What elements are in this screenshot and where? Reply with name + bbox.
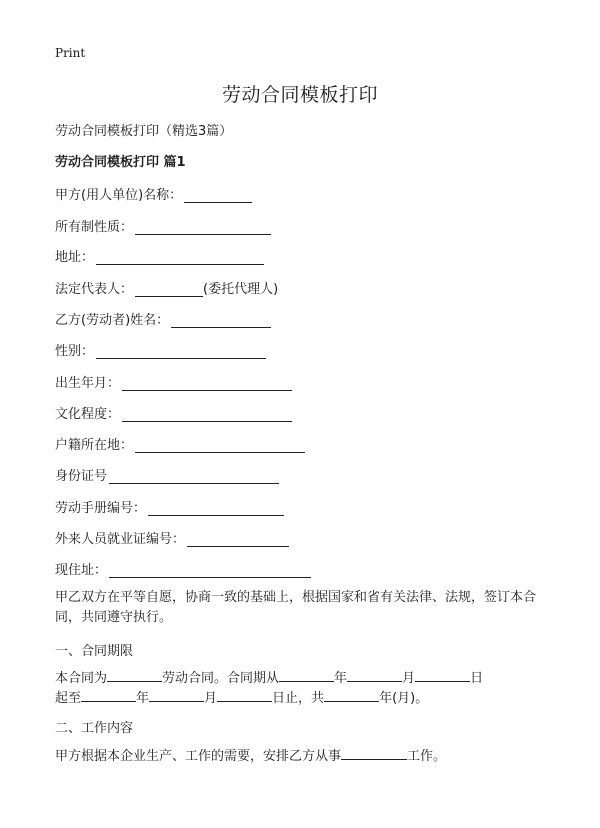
field-labor-book-number (55, 497, 284, 516)
field-label: 现住址： (55, 563, 108, 578)
field-suffix: (委托代理人) (203, 282, 279, 297)
field-label: 外来人员就业证编号： (55, 532, 186, 547)
field-label: 地址： (55, 250, 95, 265)
intro-paragraph: 甲乙双方在平等自愿，协商一致的基础上，根据国家和省有关法律、法规，签订本合同，共同遵守执行。 (55, 590, 537, 625)
field-label: 出生年月： (55, 376, 121, 391)
field-education (55, 403, 292, 422)
fill-blank (122, 377, 292, 391)
section-heading-term: 一、合同期限 (55, 644, 134, 659)
field-label: 甲方(用人单位)名称： (55, 188, 183, 203)
field-employer-name (55, 184, 252, 203)
field-legal-representative (55, 278, 278, 297)
subtitle: 劳动合同模板打印（精选3篇） (55, 124, 233, 139)
fill-blank (135, 283, 203, 297)
field-ownership (55, 216, 271, 235)
field-label: 文化程度： (55, 407, 121, 422)
field-household-register (55, 434, 305, 453)
fill-blank (109, 564, 311, 578)
fill-blank (96, 251, 264, 265)
field-birth-date (55, 372, 292, 391)
field-label: 乙方(劳动者)姓名： (55, 313, 170, 328)
fill-blank (135, 221, 271, 235)
field-label: 户籍所在地： (55, 438, 134, 453)
field-current-address (55, 559, 311, 578)
field-label: 身份证号 (55, 469, 108, 484)
fill-blank (109, 470, 279, 484)
work-content-paragraph: 甲方根据本企业生产、工作的需要，安排乙方从事 工作。 (55, 749, 447, 764)
fill-blank (184, 189, 252, 203)
field-gender (55, 340, 266, 359)
fill-blank (187, 533, 289, 547)
fill-blank (171, 314, 271, 328)
page-title: 劳动合同模板打印 (221, 84, 378, 106)
print-label: Print (55, 46, 86, 60)
section-heading-work: 二、工作内容 (55, 721, 134, 736)
field-label: 所有制性质： (55, 220, 134, 235)
field-id-number (55, 465, 279, 484)
fill-blank (148, 502, 284, 516)
field-employee-name (55, 309, 271, 328)
contract-term-paragraph: 本合同为 劳动合同。合同期从 年 月 日 起至 年 月 日止，共 年(月)。 (55, 671, 484, 706)
field-label: 法定代表人： (55, 282, 134, 297)
field-employment-permit (55, 528, 289, 547)
fill-blank (122, 408, 292, 422)
section-title: 劳动合同模板打印 篇1 (55, 155, 186, 170)
field-address (55, 246, 264, 265)
field-label: 性别： (55, 344, 95, 359)
field-label: 劳动手册编号： (55, 501, 147, 516)
fill-blank (135, 439, 305, 453)
fill-blank (96, 345, 266, 359)
